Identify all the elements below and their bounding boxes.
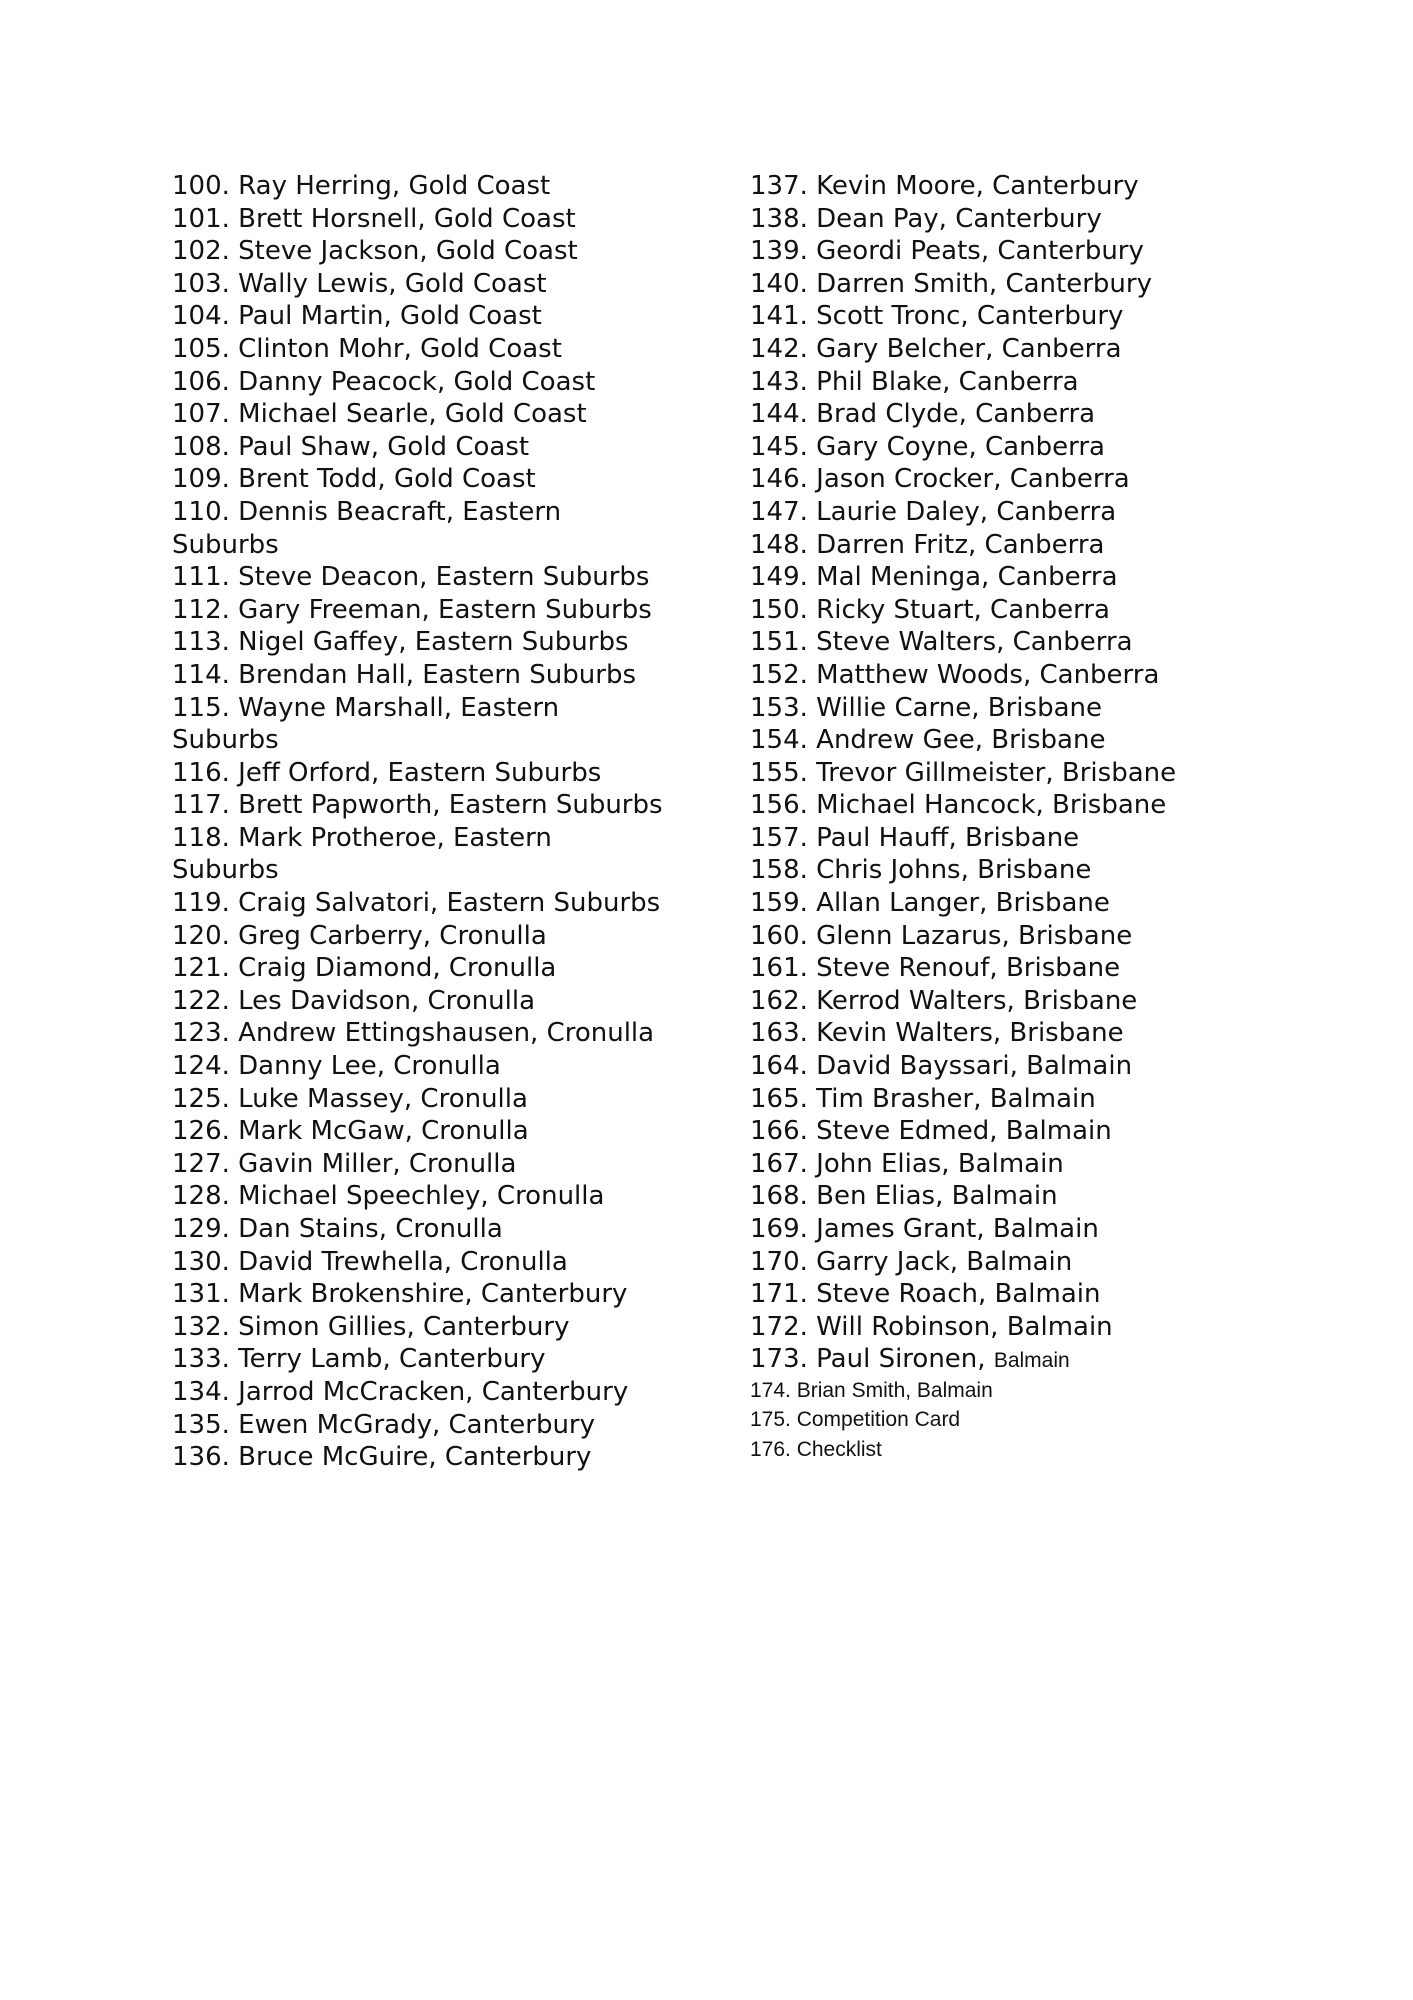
checklist-entry: 148. Darren Fritz, Canberra — [750, 529, 1105, 560]
checklist-entry: 165. Tim Brasher, Balmain — [750, 1083, 1096, 1114]
checklist-entry: 121. Craig Diamond, Cronulla — [172, 953, 557, 984]
checklist-entry: 113. Nigel Gaffey, Eastern Suburbs — [172, 627, 629, 658]
checklist-entry: 135. Ewen McGrady, Canterbury — [172, 1409, 596, 1440]
checklist-entry: 125. Luke Massey, Cronulla — [172, 1083, 528, 1114]
checklist-entry: 129. Dan Stains, Cronulla — [172, 1214, 503, 1244]
checklist-entry: 146. Jason Crocker, Canberra — [750, 464, 1130, 495]
checklist-entry-small: 174. Brian Smith, Balmain — [750, 1378, 993, 1402]
checklist-entry: 158. Chris Johns, Brisbane — [750, 855, 1092, 886]
checklist-entry: 151. Steve Walters, Canberra — [750, 627, 1133, 658]
checklist-entry: 110. Dennis Beacraft, Eastern — [172, 496, 562, 527]
checklist-entry-main: 173. Paul Sironen, — [750, 1344, 994, 1375]
checklist-entry: 127. Gavin Miller, Cronulla — [172, 1148, 517, 1179]
checklist-entry: 134. Jarrod McCracken, Canterbury — [172, 1376, 629, 1407]
checklist-entry: 132. Simon Gillies, Canterbury — [172, 1311, 570, 1342]
checklist-entry: 163. Kevin Walters, Brisbane — [750, 1018, 1124, 1049]
checklist-entry: 128. Michael Speechley, Cronulla — [172, 1181, 605, 1212]
checklist-entry: 149. Mal Meninga, Canberra — [750, 562, 1118, 593]
checklist-entry: 111. Steve Deacon, Eastern Suburbs — [172, 562, 650, 593]
checklist-entry: 130. David Trewhella, Cronulla — [172, 1246, 568, 1277]
checklist-entry-small: 176. Checklist — [750, 1437, 882, 1461]
checklist-entry: Suburbs — [172, 855, 279, 886]
checklist-entry: 157. Paul Hauff, Brisbane — [750, 822, 1080, 853]
checklist-entry: 115. Wayne Marshall, Eastern — [172, 692, 560, 723]
checklist-entry: 154. Andrew Gee, Brisbane — [750, 725, 1106, 756]
checklist-entry: 144. Brad Clyde, Canberra — [750, 399, 1096, 430]
checklist-entry: 133. Terry Lamb, Canterbury — [172, 1344, 546, 1375]
checklist-entry: 106. Danny Peacock, Gold Coast — [172, 366, 596, 397]
checklist-entry: 171. Steve Roach, Balmain — [750, 1279, 1101, 1310]
checklist-entry: 169. James Grant, Balmain — [750, 1214, 1099, 1244]
checklist-entry: 100. Ray Herring, Gold Coast — [172, 171, 551, 201]
checklist-entry: 105. Clinton Mohr, Gold Coast — [172, 333, 562, 364]
checklist-entry — [750, 1343, 1230, 1376]
checklist-entry: 170. Garry Jack, Balmain — [750, 1246, 1073, 1277]
checklist-entry-team: Balmain — [993, 1349, 1070, 1373]
checklist-entry: 117. Brett Papworth, Eastern Suburbs — [172, 790, 663, 821]
checklist-entry: 168. Ben Elias, Balmain — [750, 1181, 1058, 1212]
checklist-entry-small: 175. Competition Card — [750, 1408, 961, 1432]
checklist-entry: 150. Ricky Stuart, Canberra — [750, 594, 1110, 625]
checklist-entry: 162. Kerrod Walters, Brisbane — [750, 985, 1138, 1016]
checklist-entry: 123. Andrew Ettingshausen, Cronulla — [172, 1018, 655, 1049]
checklist-entry: 124. Danny Lee, Cronulla — [172, 1051, 501, 1082]
checklist-entry: 143. Phil Blake, Canberra — [750, 366, 1079, 397]
checklist-entry: 131. Mark Brokenshire, Canterbury — [172, 1279, 628, 1310]
checklist-entry: 138. Dean Pay, Canterbury — [750, 203, 1102, 234]
checklist-entry: 141. Scott Tronc, Canterbury — [750, 301, 1124, 332]
checklist-entry: 112. Gary Freeman, Eastern Suburbs — [172, 594, 652, 625]
checklist-entry: 116. Jeff Orford, Eastern Suburbs — [172, 757, 602, 788]
checklist-entry: 156. Michael Hancock, Brisbane — [750, 790, 1167, 821]
checklist-left-column — [172, 170, 672, 1474]
checklist-entry: 122. Les Davidson, Cronulla — [172, 985, 536, 1016]
checklist-entry: 109. Brent Todd, Gold Coast — [172, 464, 536, 495]
checklist-entry: Suburbs — [172, 725, 279, 756]
checklist-entry: Suburbs — [172, 529, 279, 560]
checklist-entry: 114. Brendan Hall, Eastern Suburbs — [172, 659, 637, 690]
checklist-entry: 147. Laurie Daley, Canberra — [750, 496, 1117, 527]
checklist-entry: 160. Glenn Lazarus, Brisbane — [750, 920, 1133, 951]
checklist-entry: 103. Wally Lewis, Gold Coast — [172, 268, 547, 299]
checklist-right-column — [750, 170, 1230, 1464]
checklist-entry: 140. Darren Smith, Canterbury — [750, 268, 1152, 299]
checklist-entry: 152. Matthew Woods, Canberra — [750, 659, 1160, 690]
checklist-entry: 142. Gary Belcher, Canberra — [750, 333, 1122, 364]
checklist-entry: 102. Steve Jackson, Gold Coast — [172, 236, 578, 267]
checklist-entry: 153. Willie Carne, Brisbane — [750, 692, 1102, 723]
checklist-entry: 108. Paul Shaw, Gold Coast — [172, 431, 530, 462]
checklist-entry: 172. Will Robinson, Balmain — [750, 1311, 1113, 1342]
checklist-entry: 155. Trevor Gillmeister, Brisbane — [750, 757, 1177, 788]
checklist-entry: 120. Greg Carberry, Cronulla — [172, 920, 547, 951]
checklist-entry: 107. Michael Searle, Gold Coast — [172, 399, 587, 430]
checklist-entry: 167. John Elias, Balmain — [750, 1148, 1064, 1179]
checklist-entry: 136. Bruce McGuire, Canterbury — [172, 1442, 592, 1473]
checklist-entry: 101. Brett Horsnell, Gold Coast — [172, 203, 576, 234]
checklist-entry: 118. Mark Protheroe, Eastern — [172, 822, 552, 853]
checklist-entry: 159. Allan Langer, Brisbane — [750, 888, 1110, 919]
checklist-entry: 139. Geordi Peats, Canterbury — [750, 236, 1144, 267]
checklist-entry: 104. Paul Martin, Gold Coast — [172, 301, 542, 332]
checklist-entry: 119. Craig Salvatori, Eastern Suburbs — [172, 888, 661, 919]
checklist-entry: 161. Steve Renouf, Brisbane — [750, 953, 1121, 984]
checklist-entry: 145. Gary Coyne, Canberra — [750, 431, 1105, 462]
checklist-entry: 166. Steve Edmed, Balmain — [750, 1116, 1112, 1147]
checklist-entry: 126. Mark McGaw, Cronulla — [172, 1116, 529, 1147]
checklist-entry: 137. Kevin Moore, Canterbury — [750, 171, 1139, 201]
checklist-entry: 164. David Bayssari, Balmain — [750, 1051, 1133, 1082]
